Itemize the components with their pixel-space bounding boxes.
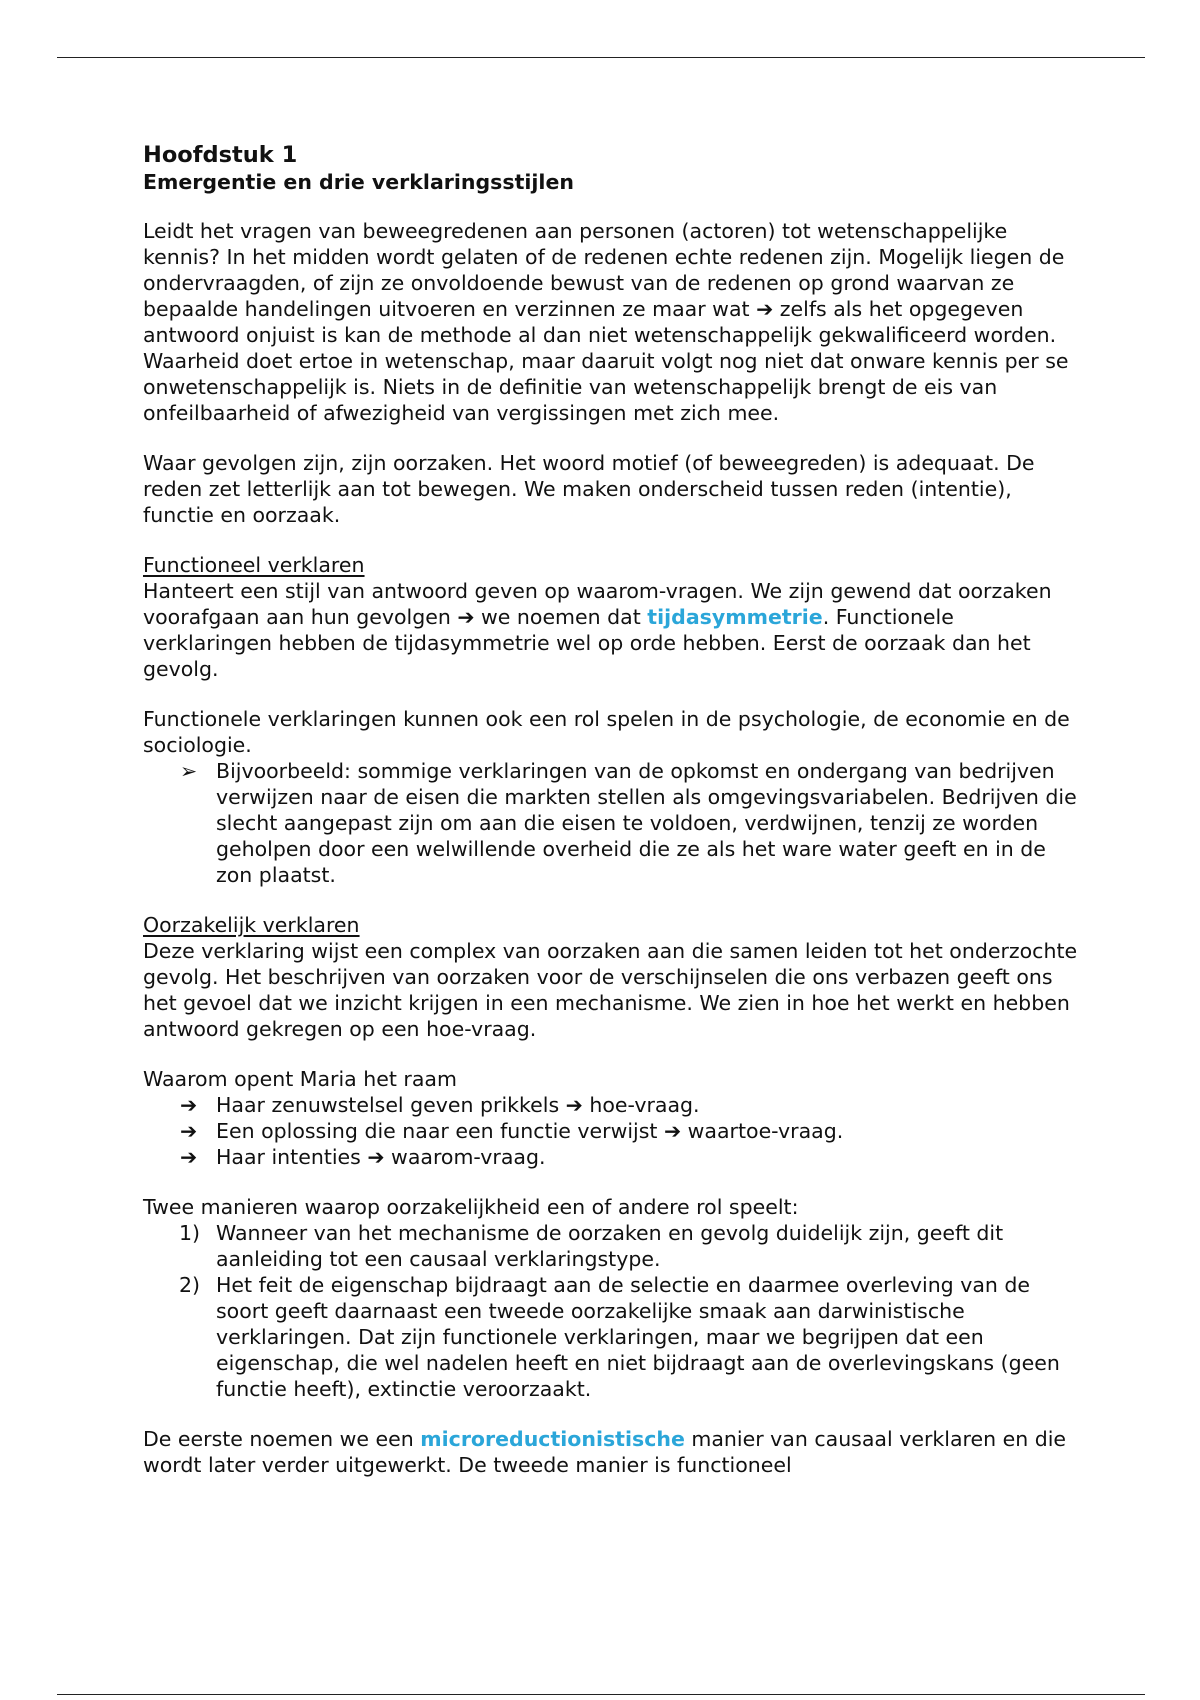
- list-item-text: Bijvoorbeeld: sommige verklaringen van de opkomst en ondergang van bedrijven verwijzen naar de eisen die markten stellen als omgevingsvariabelen. Bedrijven die slecht aangepast zijn om aan die eisen te voldoen, verdwijnen, tenzij ze worden geholpen door een welwillende overheid die ze als het ware water geeft en in de zon plaatst.: [216, 759, 1077, 887]
- functional-text-start: Hanteert een stijl van antwoord geven op waarom-vragen. We zijn gewend dat oorzaken voorafgaan aan hun gevolgen ➔ we noemen dat: [143, 579, 1052, 629]
- arrow-right-icon: ➔: [180, 1119, 198, 1143]
- maria-question: Waarom opent Maria het raam: [143, 1067, 457, 1091]
- paragraph-functional-fields: Functionele verklaringen kunnen ook een rol spelen in de psychologie, de economie en de sociologie.: [143, 707, 1070, 757]
- footer-rule: [57, 1694, 1145, 1695]
- header-rule: [57, 57, 1145, 58]
- chapter-subtitle: Emergentie en drie verklaringsstijlen: [143, 170, 574, 194]
- list-item: [143, 1220, 1083, 1272]
- chapter-title: Hoofdstuk 1: [143, 142, 298, 168]
- list-item: [143, 758, 1083, 888]
- paragraph-microreductionist: [143, 1426, 1083, 1478]
- list-item: [143, 1272, 1083, 1402]
- list-number: 1): [179, 1221, 201, 1245]
- list-item-text: Haar zenuwstelsel geven prikkels ➔ hoe-vraag.: [216, 1093, 700, 1117]
- list-item: [143, 1118, 1083, 1144]
- paragraph-causes: Waar gevolgen zijn, zijn oorzaken. Het woord motief (of beweegreden) is adequaat. De reden zet letterlijk aan tot bewegen. We maken onderscheid tussen reden (intentie), functie en oorzaak.: [143, 451, 1035, 527]
- paragraph-causal: Deze verklaring wijst een complex van oorzaken aan die samen leiden tot het onderzochte gevolg. Het beschrijven van oorzaken voor de verschijnselen die ons verbazen geeft ons het gevoel dat we inzicht krijgen in een mechanisme. We zien in hoe het werkt en hebben antwoord gekregen op een hoe-vraag.: [143, 939, 1078, 1041]
- functional-text-end: . Functionele verklaringen hebben de tijdasymmetrie wel op orde hebben. Eerst de oorzaak dan het gevolg.: [143, 605, 1031, 681]
- document-page: [143, 142, 1083, 1478]
- term-tijdasymmetrie: tijdasymmetrie: [647, 605, 823, 629]
- arrowhead-bullet-icon: ➢: [180, 759, 198, 783]
- paragraph-functional: [143, 578, 1083, 682]
- two-ways-list: [143, 1220, 1083, 1402]
- term-microreductionistische: microreductionistische: [420, 1427, 685, 1451]
- list-item-text: Haar intenties ➔ waarom-vraag.: [216, 1145, 546, 1169]
- list-item: [143, 1144, 1083, 1170]
- list-item-text: Wanneer van het mechanisme de oorzaken en gevolg duidelijk zijn, geeft dit aanleiding tot een causaal verklaringstype.: [216, 1221, 1004, 1271]
- arrow-right-icon: ➔: [180, 1093, 198, 1117]
- list-item-text: Een oplossing die naar een functie verwijst ➔ waartoe-vraag.: [216, 1119, 844, 1143]
- list-number: 2): [179, 1273, 201, 1297]
- section-heading-functional: Functioneel verklaren: [143, 553, 365, 577]
- paragraph-intro: Leidt het vragen van beweegredenen aan personen (actoren) tot wetenschappelijke kennis? In het midden wordt gelaten of de redenen echte redenen zijn. Mogelijk liegen de ondervraagden, of zijn ze onvoldoende bewust van de redenen op grond waarvan ze bepaalde handelingen uitvoeren en verzinnen ze maar wat ➔ zelfs als het opgegeven antwoord onjuist is kan de methode al dan niet wetenschappelijk gekwalificeerd worden. Waarheid doet ertoe in wetenschap, maar daaruit volgt nog niet dat onware kennis per se onwetenschappelijk is. Niets in de definitie van wetenschappelijk brengt de eis van onfeilbaarheid of afwezigheid van vergissingen met zich mee.: [143, 219, 1069, 425]
- micro-text-end: manier van causaal verklaren en die wordt later verder uitgewerkt. De tweede manier is functioneel: [143, 1427, 1067, 1477]
- two-ways-intro: Twee manieren waarop oorzakelijkheid een of andere rol speelt:: [143, 1195, 799, 1219]
- maria-list: [143, 1092, 1083, 1170]
- micro-text-start: De eerste noemen we een: [143, 1427, 421, 1451]
- functional-example-list: [143, 758, 1083, 888]
- section-heading-causal: Oorzakelijk verklaren: [143, 913, 360, 937]
- list-item-text: Het feit de eigenschap bijdraagt aan de selectie en daarmee overleving van de soort geeft daarnaast een tweede oorzakelijke smaak aan darwinistische verklaringen. Dat zijn functionele verklaringen, maar we begrijpen dat een eigenschap, die wel nadelen heeft en niet bijdraagt aan de overlevingskans (geen functie heeft), extinctie veroorzaakt.: [216, 1273, 1060, 1401]
- arrow-right-icon: ➔: [180, 1145, 198, 1169]
- list-item: [143, 1092, 1083, 1118]
